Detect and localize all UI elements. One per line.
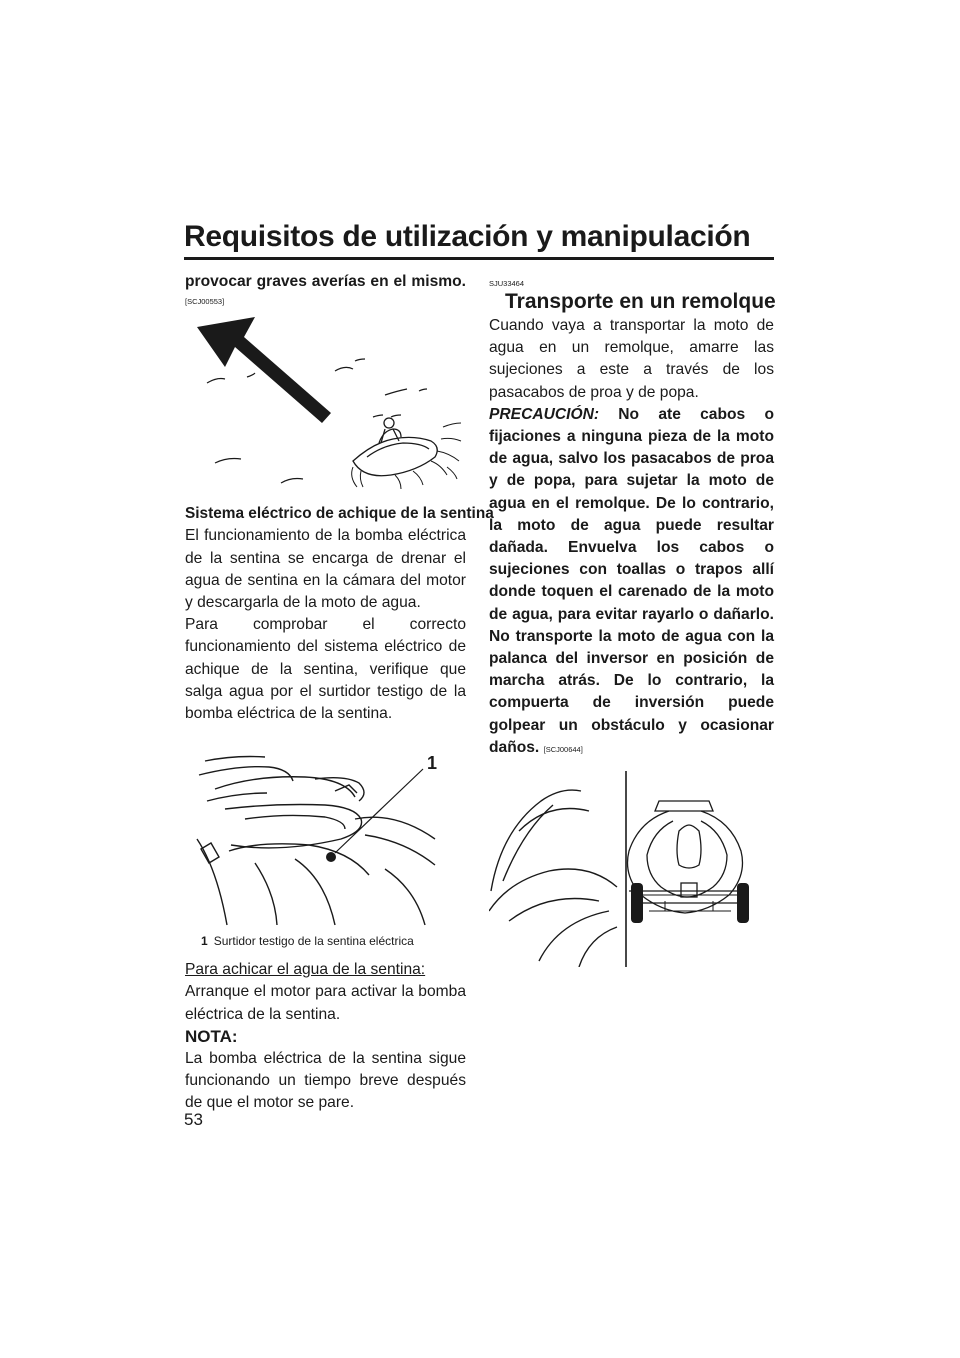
- bilge-outlet-figure: [185, 739, 466, 929]
- right-column: [489, 271, 774, 971]
- left-column: [185, 271, 494, 1115]
- bilge-outlet-illustration: [185, 739, 466, 929]
- bilge-paragraph-2: Para comprobar el correcto funcionamiento del sistema eléctrico de achique de la sentina, verifique que salga agua por el surtidor testigo de la bomba eléctrica de la sentina.: [185, 616, 466, 723]
- note-text: La bomba eléctrica de la sentina sigue funcionando un tiempo breve después de que el motor se pare.: [185, 1050, 466, 1112]
- callout-leader-line: [335, 769, 423, 853]
- callout-number-1: 1: [427, 753, 438, 774]
- stern-view-outline: [628, 801, 750, 913]
- watercraft-outline: [353, 418, 437, 476]
- caution-code: [SCJ00644]: [543, 744, 583, 754]
- page-header-title: Requisitos de utilización y manipulación: [184, 220, 751, 253]
- right-wheel-icon: [737, 883, 749, 923]
- drain-instruction: Arranque el motor para activar la bomba eléctrica de la sentina.: [185, 983, 466, 1023]
- note-label: NOTA:: [185, 1026, 238, 1046]
- trailer-illustration: [489, 771, 774, 967]
- section-code: SJU33464: [489, 279, 525, 288]
- caption-text: Surtidor testigo de la sentina eléctrica: [213, 934, 414, 949]
- drain-heading: Para achicar el agua de la sentina:: [185, 961, 426, 979]
- trailer-figure: [489, 771, 774, 967]
- watercraft-direction-illustration: [185, 311, 466, 489]
- figure-caption: [185, 933, 466, 949]
- direction-arrow-icon: [197, 317, 331, 423]
- bilge-outlet-marker-icon: [326, 852, 336, 862]
- caption-number: 1: [201, 934, 208, 949]
- bilge-system-heading: Sistema eléctrico de achique de la sentina: [185, 505, 494, 523]
- warning-code: [SCJ00553]: [185, 297, 225, 307]
- bow-view-outline: [489, 790, 617, 967]
- hull-outline: [197, 757, 435, 926]
- left-wheel-icon: [631, 883, 643, 923]
- section-title: Transporte en un remolque: [505, 290, 776, 313]
- header-rule: [184, 257, 774, 260]
- caution-paragraph: [489, 404, 774, 761]
- page-number: 53: [184, 1110, 203, 1129]
- caution-text: No ate cabos o fijaciones a ninguna pieza de la moto de agua, salvo los pasacabos de proa y de popa, para sujetar la moto de agua en el remolque. De lo contrario, la moto de agua puede resultar dañada. Envuelva los cabos o sujeciones con toallas o trapos allí donde toquen el carenado de la moto de agua, para evitar rayarlo o dañarlo. No transporte la moto de agua con la palanca del inversor en posición de marcha atrás. De lo contrario, la compuerta de inversión puede golpear un obstáculo y ocasionar daños.: [489, 405, 774, 756]
- caution-label: PRECAUCIÓN:: [489, 405, 600, 423]
- watercraft-arrow-figure: [185, 311, 466, 489]
- continued-warning-text: provocar graves averías en el mismo.: [185, 273, 466, 290]
- trailer-intro: Cuando vaya a transportar la moto de agua en un remolque, amarre las sujeciones a este a través de los pasacabos de proa y de popa.: [489, 317, 774, 401]
- bilge-paragraph-1: El funcionamiento de la bomba eléctrica de la sentina se encarga de drenar el agua de sentina en la cámara del motor y descargarla de la moto de agua.: [185, 527, 466, 612]
